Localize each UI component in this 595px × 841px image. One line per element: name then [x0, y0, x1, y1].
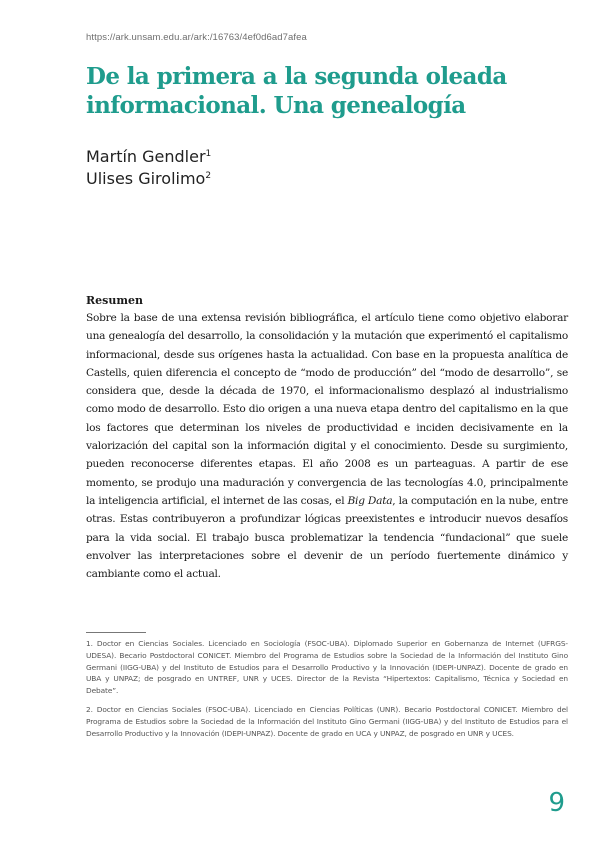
page-number: 9: [548, 788, 565, 818]
abstract: [86, 293, 568, 583]
footnote: 2. Doctor en Ciencias Sociales (FSOC-UBA). Licenciado en Ciencias Políticas (UNR). Becario Postdoctoral CONICET. Miembro del Programa de Estudios sobre la Sociedad de la Información del Instituto Gino Germani (IIGG-UBA) y del Instituto de Estudios para el Desarrollo Productivo y la Innovación (IDEPI-UNPAZ). Docente de grado en UCA y UNPAZ, de posgrado en UNR y UCES.: [86, 704, 568, 738]
article-url[interactable]: https://ark.unsam.edu.ar/ark:/16763/4ef0d6ad7afea: [86, 32, 307, 43]
footnote: 1. Doctor en Ciencias Sociales. Licenciado en Sociología (FSOC-UBA). Diplomado Superior en Gobernanza de Internet (UFRGS- UDESA). Becario Postdoctoral CONICET. Miembro del Programa de Estudios sobre la Sociedad de la Información del Instituto Gino Germani (IIGG-UBA) y del Instituto de Estudios para el Desarrollo Productivo y la Innovación (IDEPI-UNPAZ). Docente de grado en UBA y UNPAZ; de posgrado en UNTREF, UNR y UCES. Director de la Revista “Hipertextos: Capitalismo, Técnica y Sociedad en Debate”.: [86, 639, 568, 696]
abstract-italic-term: Big Data: [347, 494, 393, 507]
abstract-heading: Resumen: [86, 294, 143, 307]
abstract-text: [86, 309, 568, 583]
author-list: [86, 146, 211, 190]
author-name: Ulises Girolimo: [86, 169, 206, 188]
abstract-text-part: Sobre la base de una extensa revisión bibliográfica, el artículo tiene como objetivo elaborar una genealogía del desarrollo, la consolidación y la mutación que experimentó el capitalismo informacional, desde sus orígenes hasta la actualidad. Con base en la propuesta analítica de Castells, quien diferencia el concepto de “modo de producción” del “modo de desarrollo”, se considera que, desde la década de 1970, el informacionalismo desplazó al industrialismo como modo de desarrollo. Esto dio origen a una nueva etapa dentro del capitalismo en la que los factores que determinan los niveles de productividad e inciden decisivamente en la valorización del capital son la información digital y el conocimiento. Desde su surgimiento, pueden reconocerse diferentes etapas. El año 2008 es un parteaguas. A partir de ese momento, se produjo una maduración y convergencia de las tecnologías 4.0, principalmente la inteligencia artificial, el internet de las cosas, el: [86, 312, 568, 507]
footnote-divider: [86, 632, 146, 633]
author: [86, 146, 211, 168]
footnote-marker[interactable]: 2: [205, 171, 212, 181]
footnotes: [86, 638, 568, 746]
abstract-text-part: , la computación en la nube, entre otras. Estas contribuyeron a profundizar lógicas preexistentes e introducir nuevos desafíos para la vida social. El trabajo busca problematizar la tendencia “fundacional” que suele envolver las interpretaciones sobre el devenir de un período fuertemente dinámico y cambiante como el actual.: [86, 494, 568, 581]
footnote-marker[interactable]: 1: [205, 149, 212, 159]
author: [86, 168, 211, 190]
article-title: De la primera a la segunda oleada informacional. Una genealogía: [86, 63, 507, 119]
author-name: Martín Gendler: [86, 147, 206, 166]
